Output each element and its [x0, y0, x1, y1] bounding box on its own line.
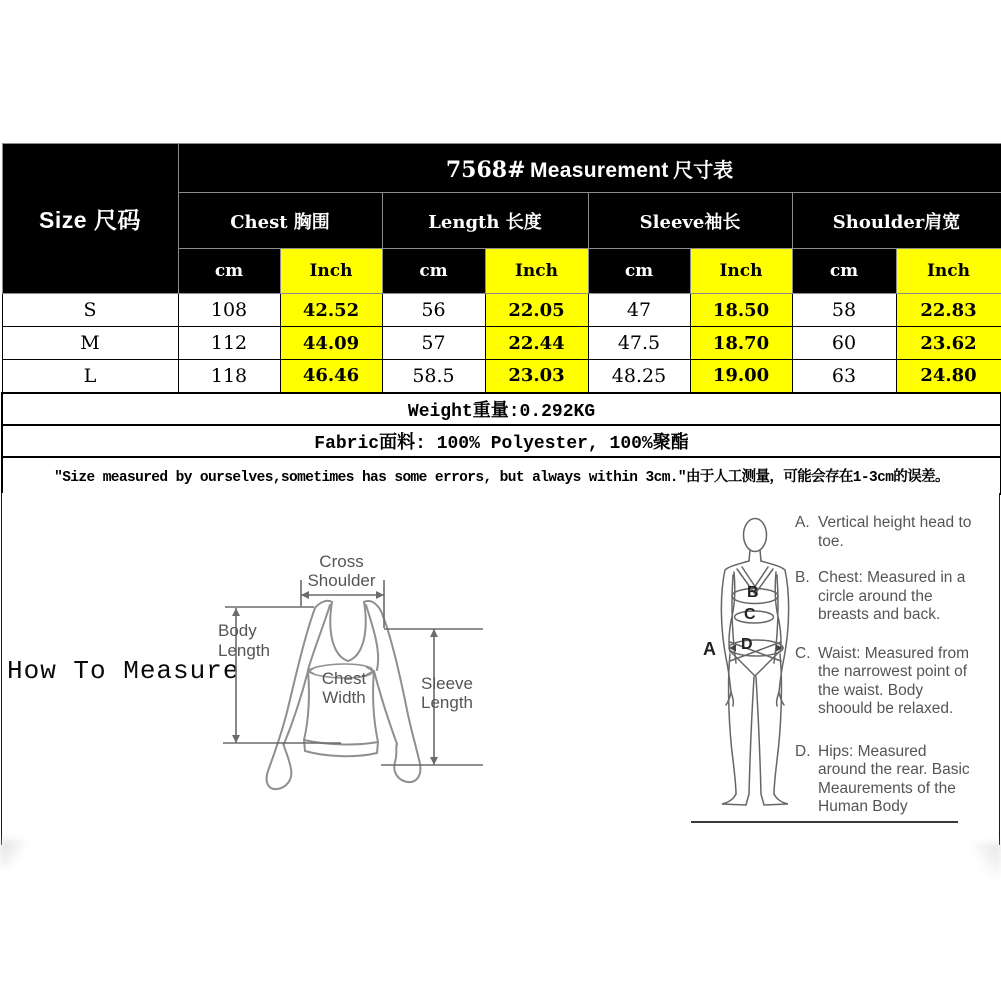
table-row-s	[2, 294, 1001, 327]
measurement-note: ″Size measured by ourselves,sometimes has some errors, but always within 3cm.″由于人工测量，可能会存在1-3cm的误差。	[2, 457, 1001, 494]
length-cm: 56	[382, 294, 485, 327]
table-title-cn: 尺寸表	[673, 159, 734, 182]
shoulder-cm: 60	[792, 327, 896, 360]
instruction-text: Hips: Measured around the rear. Basic Meaurements of the Human Body	[818, 742, 970, 815]
instruction-key: A.	[795, 514, 810, 531]
col-group-length: Length 长度	[382, 193, 588, 249]
col-group-sleeve: Sleeve袖长	[588, 193, 792, 249]
instruction-text: Vertical height head to toe.	[818, 514, 972, 550]
chest-inch: 44.09	[280, 327, 382, 360]
unit-inch: Inch	[896, 249, 1001, 294]
figure-divider	[691, 821, 958, 823]
body-point-c: C	[744, 606, 756, 623]
size-column-header: Size 尺码	[2, 144, 178, 294]
weight-row	[2, 393, 1001, 425]
length-inch: 22.05	[485, 294, 588, 327]
measurement-table	[1, 143, 1001, 495]
body-length-label: Body Length	[218, 621, 270, 660]
unit-cm: cm	[382, 249, 485, 294]
instruction-item-a	[795, 514, 975, 551]
body-point-b: B	[747, 584, 759, 601]
body-point-d: D	[741, 636, 753, 653]
col-group-shoulder: Shoulder肩宽	[792, 193, 1001, 249]
instruction-key: D.	[795, 742, 811, 760]
body-figure-diagram	[686, 495, 806, 825]
instruction-item-c	[795, 645, 975, 719]
table-row-m	[2, 327, 1001, 360]
shoulder-inch: 23.62	[896, 327, 1001, 360]
shoulder-cm: 63	[792, 360, 896, 393]
sleeve-length-label: Sleeve Length	[421, 674, 473, 712]
chest-cm: 118	[178, 360, 280, 393]
weight-value: Weight重量:0.292KG	[2, 393, 1001, 425]
chest-cm: 108	[178, 294, 280, 327]
fabric-value: Fabric面料: 100% Polyester, 100%聚酯	[2, 425, 1001, 457]
instruction-key: C.	[795, 644, 811, 662]
sleeve-inch: 18.50	[690, 294, 792, 327]
length-cm: 57	[382, 327, 485, 360]
sleeve-cm: 48.25	[588, 360, 690, 393]
col-group-chest: Chest 胸围	[178, 193, 382, 249]
page-curl-right	[968, 843, 1001, 875]
instruction-item-d	[795, 743, 975, 817]
instruction-item-b	[795, 569, 975, 625]
table-title	[178, 144, 1001, 193]
chest-inch: 42.52	[280, 294, 382, 327]
unit-inch: Inch	[485, 249, 588, 294]
note-row	[2, 457, 1001, 494]
sleeve-inch: 18.70	[690, 327, 792, 360]
sleeve-cm: 47	[588, 294, 690, 327]
chest-width-label: Chest Width	[321, 669, 367, 707]
measure-instructions	[795, 514, 975, 817]
size-value: M	[2, 327, 178, 360]
table-title-main: Measurement	[530, 158, 669, 182]
table-title-row	[2, 144, 1001, 193]
unit-cm: cm	[588, 249, 690, 294]
length-cm: 58.5	[382, 360, 485, 393]
how-to-measure-section	[1, 493, 1000, 845]
instruction-key: B.	[795, 569, 810, 586]
how-to-measure-heading: How To Measure	[7, 656, 240, 686]
page-curl-left	[0, 840, 30, 868]
shoulder-inch: 24.80	[896, 360, 1001, 393]
cross-shoulder-label: Cross Shoulder	[307, 552, 376, 590]
unit-cm: cm	[792, 249, 896, 294]
chest-cm: 112	[178, 327, 280, 360]
table-row-l	[2, 360, 1001, 393]
unit-inch: Inch	[690, 249, 792, 294]
sleeve-inch: 19.00	[690, 360, 792, 393]
unit-inch: Inch	[280, 249, 382, 294]
length-inch: 23.03	[485, 360, 588, 393]
size-value: S	[2, 294, 178, 327]
instruction-text: Chest: Measured in a circle around the breasts and back.	[818, 569, 966, 623]
unit-cm: cm	[178, 249, 280, 294]
size-value: L	[2, 360, 178, 393]
length-inch: 22.44	[485, 327, 588, 360]
fabric-row	[2, 425, 1001, 457]
style-number: 7568#	[445, 156, 526, 183]
instruction-text: Waist: Measured from the narrowest point of the waist. Body shoould be relaxed.	[818, 644, 970, 717]
body-point-a: A	[703, 639, 716, 659]
sleeve-cm: 47.5	[588, 327, 690, 360]
chest-inch: 46.46	[280, 360, 382, 393]
shoulder-cm: 58	[792, 294, 896, 327]
shoulder-inch: 22.83	[896, 294, 1001, 327]
